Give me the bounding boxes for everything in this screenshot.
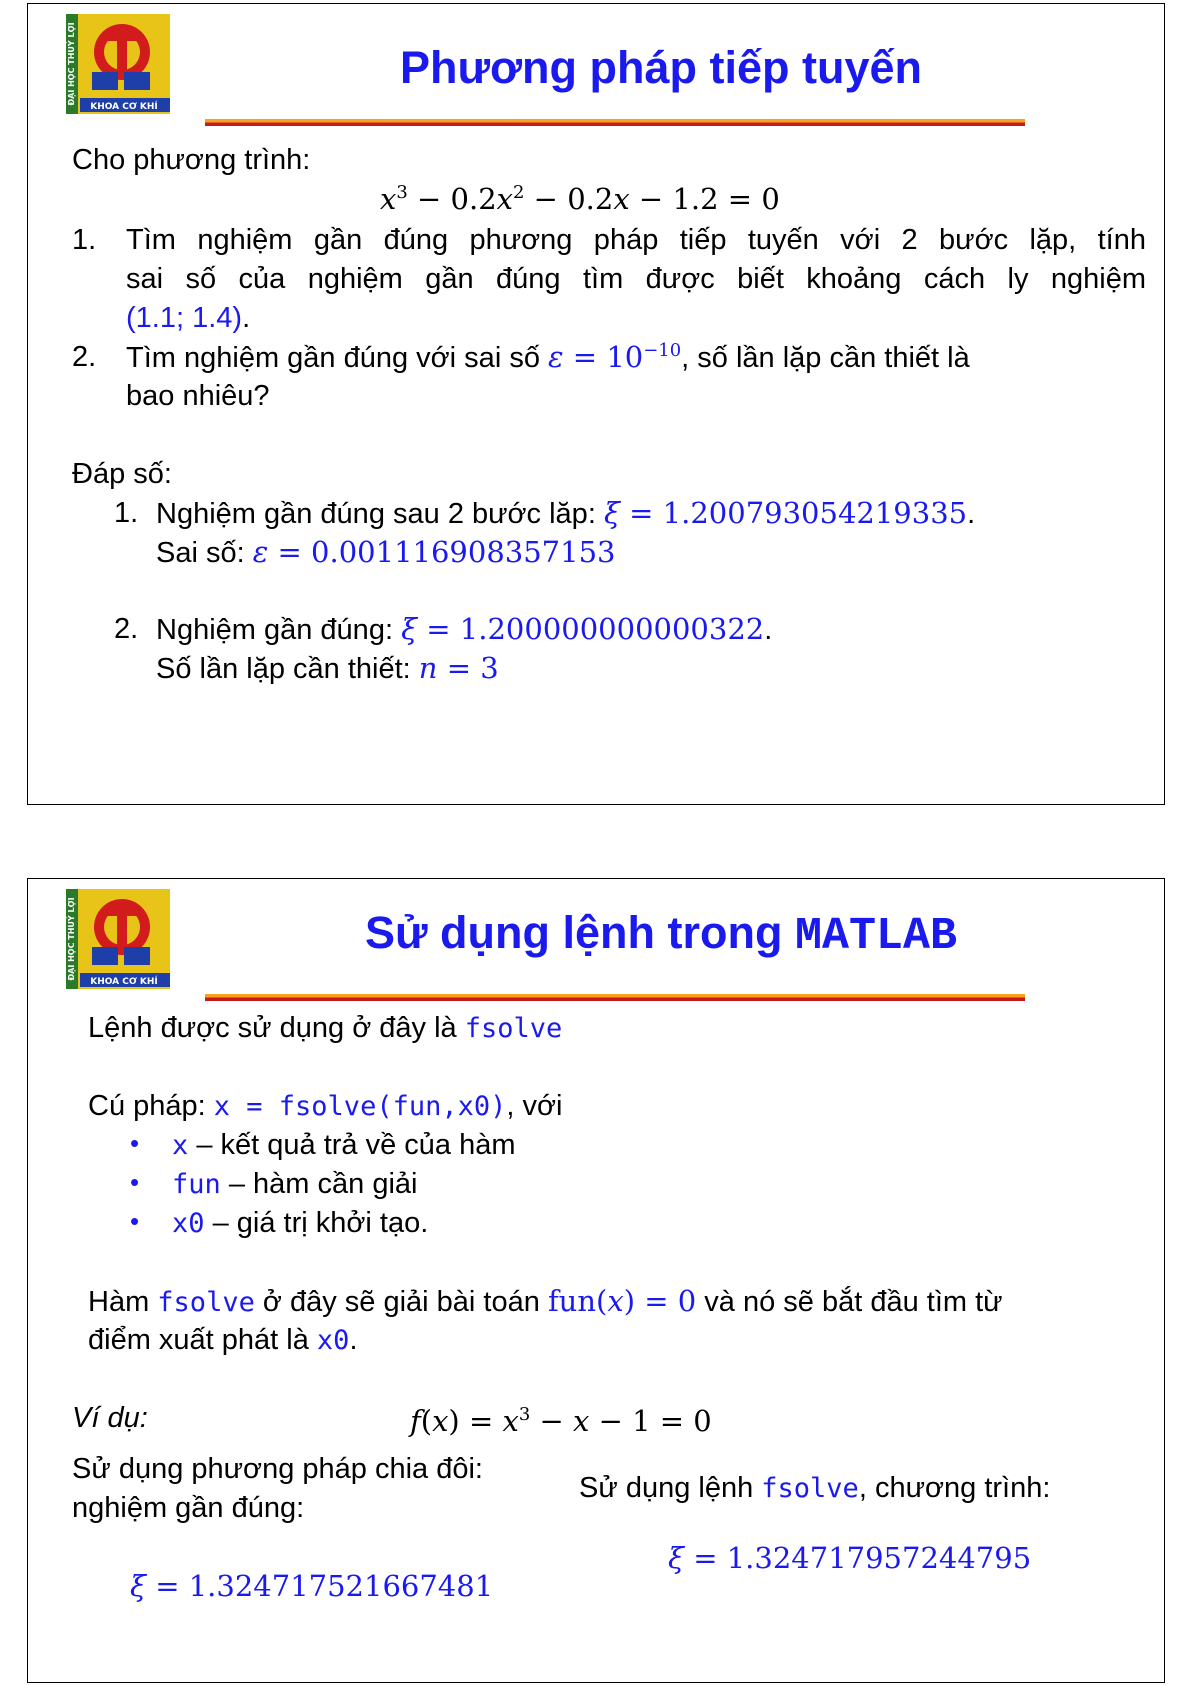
ans1-text: Nghiệm gần đúng sau 2 bước lăp: [156,498,596,530]
title-code: MATLAB [795,911,958,962]
equation: $x^3 - 0.2x^2 - 0.2x - 1.2 = 0$ [380,181,780,216]
ans1-line1: Nghiệm gần đúng sau 2 bước lăp: ξ = 1.200793054219335. [156,496,976,530]
bullet-icon: • [130,1167,140,1197]
command-name: fsolve [464,1013,563,1044]
desc-mid: ở đây sẽ giải bài toán [262,1286,540,1318]
description-line2: điểm xuất phát là x0. [88,1324,358,1356]
desc-x0: x0 [316,1325,350,1356]
ans2-text: Nghiệm gần đúng: [156,614,393,646]
ans1-number: 1. [114,497,139,529]
bullet-icon: • [130,1206,140,1236]
fsolve-line [579,1469,1050,1508]
bisection-result: ξ = 1.324717521667481 [130,1569,494,1603]
university-logo [66,14,170,114]
task1-number: 1. [72,224,97,256]
logo-top-text: ĐẠI HỌC THUỶ LỢI [67,22,76,106]
param-item [172,1204,428,1243]
syntax-post: , với [506,1090,563,1122]
logo-bottom-text: KHOA CƠ KHÍ [90,977,158,987]
ans1-eps: 0.001116908357153 [311,535,616,569]
page-title: Phương pháp tiếp tuyến [399,42,923,93]
isolation-interval: (1.1; 1.4) [126,302,243,334]
param-code: x [172,1130,189,1161]
fsolve-cmd: fsolve [761,1473,859,1504]
command-line [88,1009,562,1048]
desc-post: và nó sẽ bắt đầu tìm từ [704,1286,1003,1318]
bisection-line2: nghiệm gần đúng: [72,1492,305,1524]
param-code: fun [172,1169,221,1200]
page-title [158,907,1164,962]
ans1-err-label: Sai số: [156,537,245,569]
param-desc: – kết quả trả về của hàm [196,1129,516,1161]
ans2-iter-label: Số lần lặp cần thiết: [156,653,411,685]
param-desc: – hàm cần giải [228,1168,418,1200]
eq-c2: 0.2 [450,182,497,216]
param-code: x0 [172,1208,205,1239]
logo-bottom-text: KHOA CƠ KHÍ [90,102,158,112]
ans1-xi: 1.200793054219335 [662,496,968,530]
param-item [172,1126,516,1165]
desc-line2: điểm xuất phát là [88,1324,309,1356]
ans2-line2: Số lần lặp cần thiết: n = 3 [156,651,499,685]
task2-line1: Tìm nghiệm gần đúng với sai số $\varepsilon = 10^{-10}$, số lần lặp cần thiết là [126,339,970,374]
fsolve-post: , chương trình: [858,1472,1051,1504]
ans2-number: 2. [114,613,139,645]
syntax-code: x = fsolve(fun,x0) [213,1091,507,1122]
logo-top-text: ĐẠI HỌC THUỶ LỢI [67,897,76,981]
example-label: Ví dụ: [72,1402,148,1434]
eq-rhs: 0 [761,182,780,216]
eq-c0: 1.2 [672,182,719,216]
description-line1: Hàm fsolve ở đây sẽ giải bài toán fun(x) = 0 và nó sẽ bắt đầu tìm từ [88,1284,1003,1318]
bullet-icon: • [130,1128,140,1158]
task1-line1: Tìm nghiệm gần đúng phương pháp tiếp tuyến với 2 bước lặp, tính [126,224,1146,256]
title-text: Sử dụng lệnh trong [364,907,783,958]
example-equation: $f(x) = x^3 - x - 1 = 0$ [410,1403,712,1438]
title-underline [205,994,1025,1001]
desc-code: fsolve [157,1287,255,1318]
task2-line2: bao nhiêu? [126,380,270,412]
answer-label: Đáp số: [72,458,172,490]
title-underline [205,119,1025,126]
eq-c1: 0.2 [567,182,614,216]
university-logo [66,889,170,989]
ans1-line2: Sai số: ε = 0.001116908357153 [156,535,616,569]
intro-text: Cho phương trình: [72,144,311,176]
xi-bisect: 1.324717521667481 [188,1569,494,1603]
xi-fsolve: 1.324717957244795 [726,1541,1032,1575]
syntax-label: Cú pháp: [88,1090,206,1122]
desc-pre: Hàm [88,1286,150,1318]
task1-line3: (1.1; 1.4). [126,302,251,334]
eps-exponent: −10 [643,339,682,361]
param-item [172,1165,417,1204]
slide-matlab-fsolve [27,878,1165,1683]
slide-newton-method [27,3,1165,805]
ans2-xi: 1.200000000000322 [459,612,765,646]
ans2-line1: Nghiệm gần đúng: ξ = 1.200000000000322. [156,612,773,646]
task2-pre: Tìm nghiệm gần đúng với sai số [126,342,540,374]
fsolve-pre: Sử dụng lệnh [579,1472,754,1504]
fsolve-result: ξ = 1.324717957244795 [668,1541,1032,1575]
command-text: Lệnh được sử dụng ở đây là [88,1012,457,1044]
bisection-line1: Sử dụng phương pháp chia đôi: [72,1453,483,1485]
syntax-line [88,1087,562,1126]
task2-post: , số lần lặp cần thiết là [681,342,970,374]
task2-number: 2. [72,341,97,373]
param-desc: – giá trị khởi tạo. [212,1207,429,1239]
task1-line2: sai số của nghiệm gần đúng tìm được biết khoảng cách ly nghiệm [126,263,1146,295]
ans2-n: 3 [480,651,499,685]
